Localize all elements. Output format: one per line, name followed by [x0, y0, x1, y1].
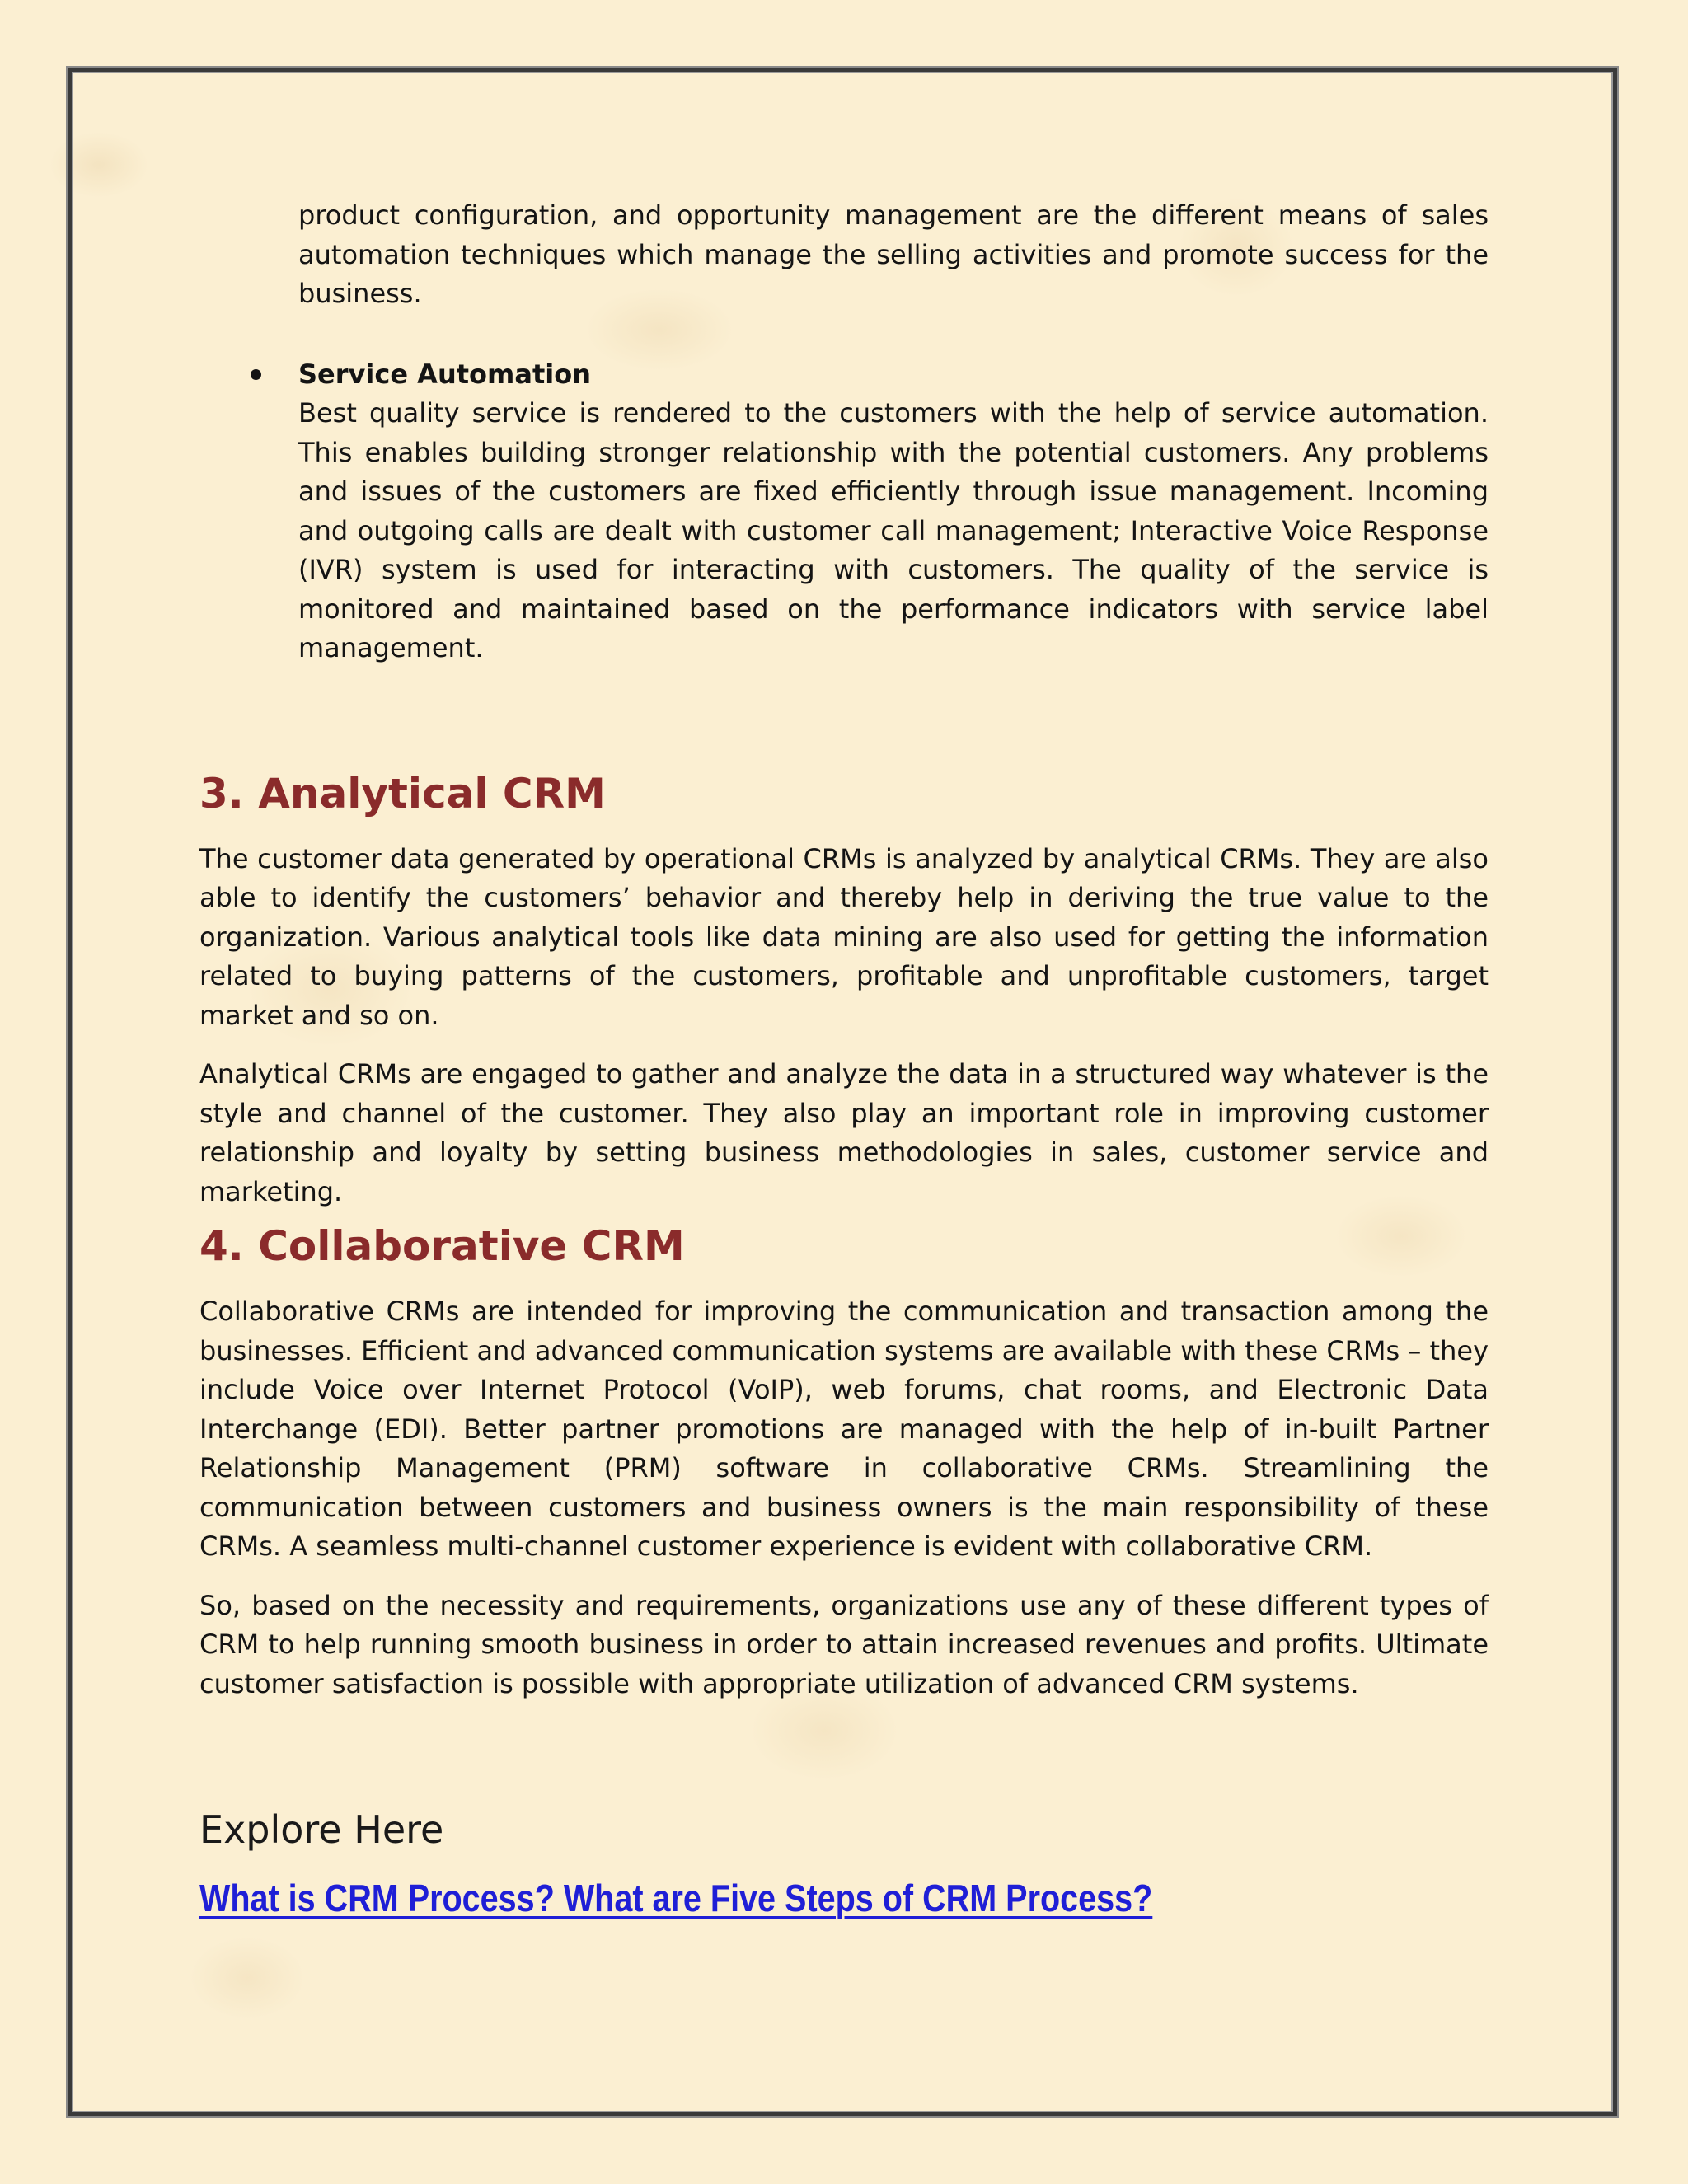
analytical-paragraph-2: Analytical CRMs are engaged to gather and analyze the data in a structured way whatever is the style and channel of the customer. They also play an important role in improving customer relationship and loyalty by setting business methodologies in sales, customer service and marketing.	[199, 1058, 1489, 1207]
collaborative-paragraph-2: So, based on the necessity and requirements, organizations use any of these different types of CRM to help running smooth business in order to attain increased revenues and profits. Ultimate customer satisfaction is possible with appropriate utilization of advanced CRM systems.	[199, 1589, 1489, 1699]
section-heading-analytical: 3. Analytical CRM	[199, 769, 606, 818]
collaborative-paragraph-1: Collaborative CRMs are intended for improving the communication and transaction among the businesses. Efficient and advanced communication systems are available with these CRMs – they include Voice over Internet Protocol (VoIP), web forums, chat rooms, and Electronic Data Interchange (EDI). Better partner promotions are managed with the help of in-built Partner Relationship Management (PRM) software in collaborative CRMs. Streamlining the communication between customers and business owners is the main responsibility of these CRMs. A seamless multi-channel customer experience is evident with collaborative CRM.	[199, 1296, 1489, 1562]
document-content	[199, 196, 1489, 1920]
section-heading-collaborative: 4. Collaborative CRM	[199, 1222, 685, 1270]
crm-process-link[interactable]: What is CRM Process? What are Five Steps of CRM Process?	[199, 1877, 1153, 1919]
bullet-item-service-automation	[298, 355, 1489, 668]
explore-label: Explore Here	[199, 1807, 444, 1852]
bullet-title: Service Automation	[298, 358, 591, 390]
bullet-icon	[251, 369, 261, 380]
analytical-paragraph-1: The customer data generated by operational CRMs is analyzed by analytical CRMs. They are also able to identify the customers’ behavior and thereby help in deriving the true value to the organization. Various analytical tools like data mining are also used for getting the information related to buying patterns of the customers, profitable and unprofitable customers, target market and so on.	[199, 842, 1489, 1031]
service-automation-paragraph: Best quality service is rendered to the customers with the help of service automation. This enables building stronger relationship with the potential customers. Any problems and issues of the customers are fixed efficiently through issue management. Incoming and outgoing calls are dealt with customer call management; Interactive Voice Response (IVR) system is used for interacting with customers. The quality of the service is monitored and maintained based on the performance indicators with service label management.	[298, 397, 1489, 663]
intro-paragraph: product configuration, and opportunity management are the different means of sales automation techniques which manage the selling activities and promote success for the business.	[298, 199, 1489, 309]
